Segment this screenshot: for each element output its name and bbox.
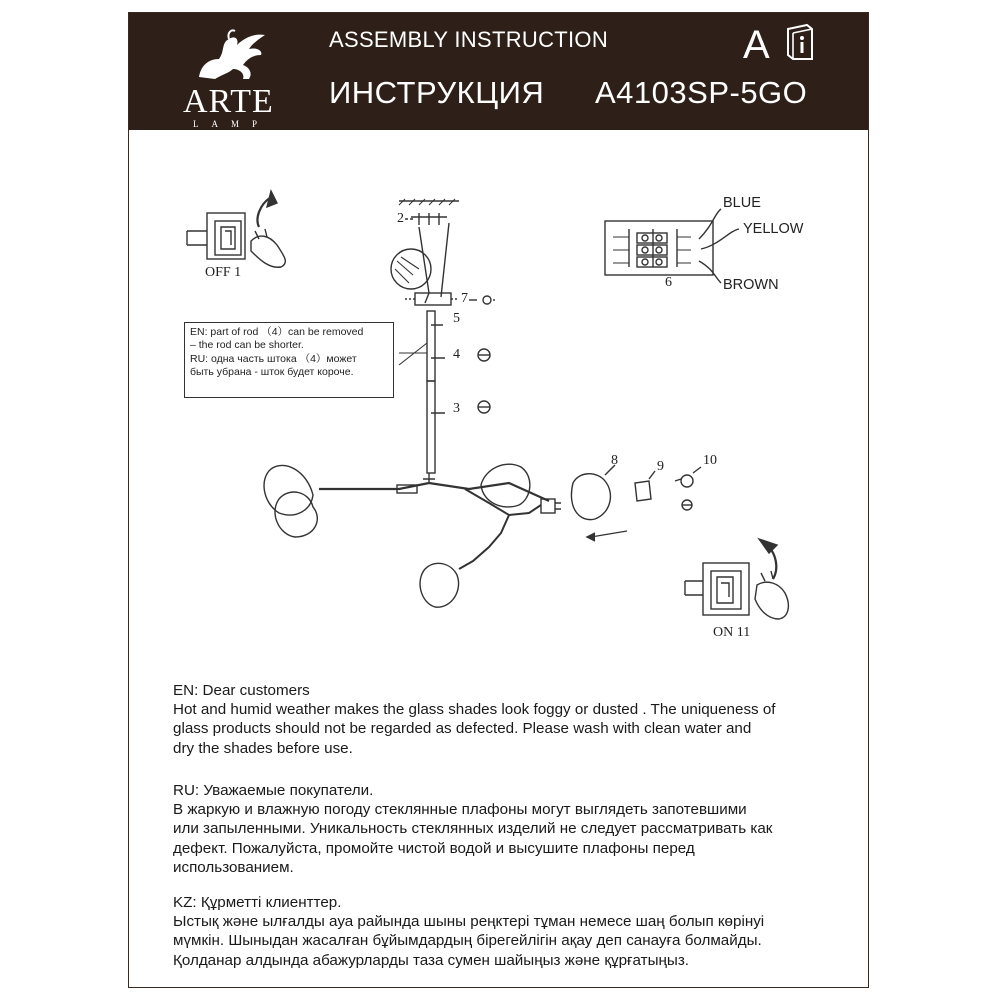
notice-kz xyxy=(173,893,833,970)
notice-en-line: dry the shades before use. xyxy=(173,739,353,757)
notice-kz-line: Қолданар алдында абажурларды таза сумен шайыңыз және құрғатыңыз. xyxy=(173,951,690,969)
ceiling-mount-drawing xyxy=(391,199,495,305)
doc-letter: A xyxy=(743,23,770,67)
label-9: 9 xyxy=(657,459,664,474)
notice-ru-line: или запыленными. Уникальность стеклянных изделий не следует рассматривать как xyxy=(173,820,773,838)
notice-ru xyxy=(173,781,833,877)
notice-kz-line: мүмкін. Шыныдан жасалған бұйымдардың бірегейлігін ақау деп санауға болмайды. xyxy=(173,932,762,950)
off-label: OFF 1 xyxy=(205,265,242,280)
wire-yellow-label: YELLOW xyxy=(743,221,804,237)
notice-ru-line: использованием. xyxy=(173,858,294,876)
terminal-block-drawing xyxy=(605,209,739,283)
notice-ru-heading: RU: Уважаемые покупатели. xyxy=(173,782,374,799)
notice-en xyxy=(173,681,833,758)
title-en: ASSEMBLY INSTRUCTION xyxy=(329,27,609,52)
label-6: 6 xyxy=(665,275,672,290)
logo-word: ARTE xyxy=(183,83,274,120)
off-switch-drawing xyxy=(187,191,285,267)
notice-en-line: glass products should not be regarded as defected. Please wash with clean water and xyxy=(173,720,752,738)
rod-note-box xyxy=(184,322,394,398)
notice-kz-line: Ыстық және ылғалды ауа райында шыны реңктері тұман немесе шаң болып көрінуі xyxy=(173,913,765,931)
title-ru: ИНСТРУКЦИЯ xyxy=(329,75,545,110)
label-10: 10 xyxy=(703,453,717,468)
on-switch-drawing xyxy=(685,539,788,619)
label-4: 4 xyxy=(453,347,460,362)
wire-brown-label: BROWN xyxy=(723,277,779,293)
rod-note-line: – the rod can be shorter. xyxy=(190,339,304,352)
logo-sub: LAMP xyxy=(193,119,271,129)
label-3: 3 xyxy=(453,401,460,416)
label-8: 8 xyxy=(611,453,618,468)
chandelier-drawing xyxy=(264,464,561,607)
arte-lamp-logo xyxy=(169,21,289,129)
on-label: ON 11 xyxy=(713,625,751,640)
rod-note-line: RU: одна часть штока （4）может xyxy=(190,352,357,365)
label-7: 7 xyxy=(461,291,468,306)
shade-install-drawing xyxy=(571,465,701,541)
notice-en-line: Hot and humid weather makes the glass shades look foggy or dusted . The uniqueness of xyxy=(173,701,776,719)
notice-kz-heading: KZ: Құрметті клиенттер. xyxy=(173,894,342,911)
notice-en-heading: EN: Dear customers xyxy=(173,682,310,699)
info-book-icon xyxy=(785,23,815,61)
griffin-logo-icon xyxy=(169,21,289,85)
rod-note-line: EN: part of rod （4）can be removed xyxy=(190,326,364,338)
model-number: A4103SP-5GO xyxy=(595,75,808,110)
wire-blue-label: BLUE xyxy=(723,195,761,211)
notice-ru-line: дефект. Пожалуйста, промойте чистой водой и высушите плафоны перед xyxy=(173,839,695,857)
instruction-sheet xyxy=(128,12,869,988)
rod-note-line: быть убрана - шток будет короче. xyxy=(190,366,354,379)
notice-ru-line: В жаркую и влажную погоду стеклянные плафоны могут выглядеть запотевшими xyxy=(173,801,747,819)
label-5: 5 xyxy=(453,311,460,326)
header-bar xyxy=(129,13,868,130)
label-2: 2 xyxy=(397,211,404,226)
